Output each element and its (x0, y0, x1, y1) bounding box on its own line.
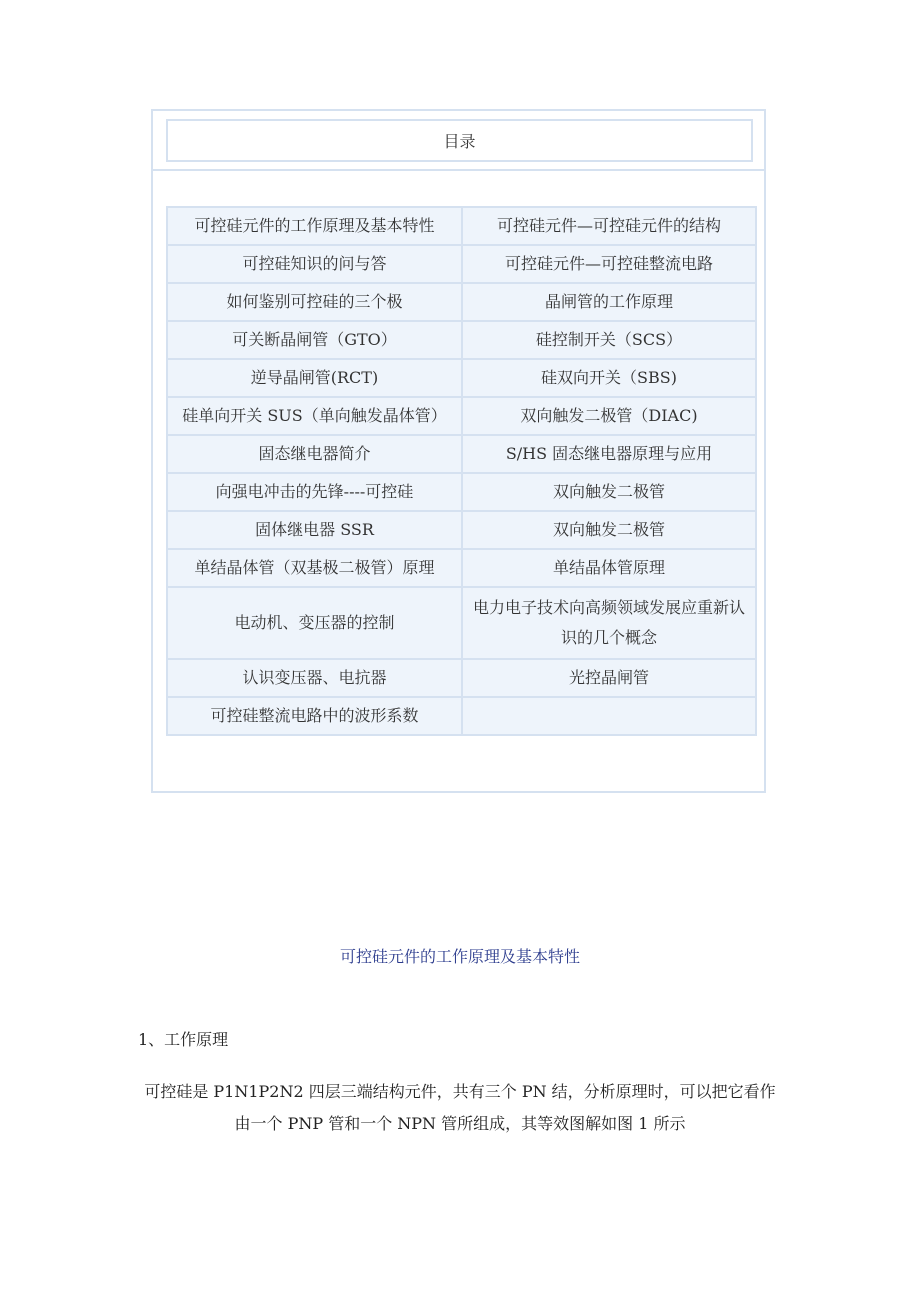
toc-link-right[interactable]: 双向触发二极管 (462, 511, 756, 549)
toc-link-right[interactable]: 硅控制开关（SCS） (462, 321, 756, 359)
toc-link-left[interactable]: 单结晶体管（双基极二极管）原理 (167, 549, 462, 587)
toc-row (167, 435, 756, 473)
toc-link-left[interactable]: 可关断晶闸管（GTO） (167, 321, 462, 359)
toc-row (167, 473, 756, 511)
toc-link-right[interactable]: 电力电子技术向高频领域发展应重新认识的几个概念 (462, 587, 756, 659)
toc-link-left[interactable]: 固体继电器 SSR (167, 511, 462, 549)
toc-row (167, 587, 756, 659)
toc-link-right[interactable]: 可控硅元件—可控硅整流电路 (462, 245, 756, 283)
toc-link-right (462, 697, 756, 735)
toc-link-left[interactable]: 硅单向开关 SUS（单向触发晶体管） (167, 397, 462, 435)
toc-link-left[interactable]: 认识变压器、电抗器 (167, 659, 462, 697)
toc-row (167, 511, 756, 549)
toc-title: 目录 (166, 119, 753, 162)
toc-row (167, 697, 756, 735)
toc-link-left[interactable]: 可控硅整流电路中的波形系数 (167, 697, 462, 735)
section-title[interactable]: 可控硅元件的工作原理及基本特性 (339, 947, 580, 966)
toc-table (166, 206, 757, 736)
toc-link-left[interactable]: 可控硅知识的问与答 (167, 245, 462, 283)
toc-link-right[interactable]: 双向触发二极管（DIAC) (462, 397, 756, 435)
toc-container (151, 109, 766, 793)
toc-link-left[interactable]: 逆导晶闸管(RCT) (167, 359, 462, 397)
toc-row (167, 359, 756, 397)
toc-link-right[interactable]: S/HS 固态继电器原理与应用 (462, 435, 756, 473)
toc-row (167, 397, 756, 435)
toc-row (167, 245, 756, 283)
toc-link-left[interactable]: 如何鉴别可控硅的三个极 (167, 283, 462, 321)
toc-link-right[interactable]: 硅双向开关（SBS) (462, 359, 756, 397)
toc-link-left[interactable]: 电动机、变压器的控制 (167, 587, 462, 659)
toc-link-right[interactable]: 晶闸管的工作原理 (462, 283, 756, 321)
toc-link-left[interactable]: 向强电冲击的先锋----可控硅 (167, 473, 462, 511)
toc-row (167, 283, 756, 321)
toc-link-left[interactable]: 可控硅元件的工作原理及基本特性 (167, 207, 462, 245)
toc-row (167, 659, 756, 697)
toc-row (167, 207, 756, 245)
toc-row (167, 321, 756, 359)
toc-link-right[interactable]: 可控硅元件—可控硅元件的结构 (462, 207, 756, 245)
toc-link-left[interactable]: 固态继电器简介 (167, 435, 462, 473)
toc-link-right[interactable]: 单结晶体管原理 (462, 549, 756, 587)
section-paragraph: 可控硅是 P1N1P2N2 四层三端结构元件，共有三个 PN 结，分析原理时，可以把它看作由一个 PNP 管和一个 NPN 管所组成，其等效图解如图 1 所示 (144, 1082, 776, 1133)
toc-row (167, 549, 756, 587)
toc-link-right[interactable]: 光控晶闸管 (462, 659, 756, 697)
toc-title-row (153, 111, 764, 171)
toc-link-right[interactable]: 双向触发二极管 (462, 473, 756, 511)
section-heading: 1、工作原理 (138, 1030, 229, 1049)
